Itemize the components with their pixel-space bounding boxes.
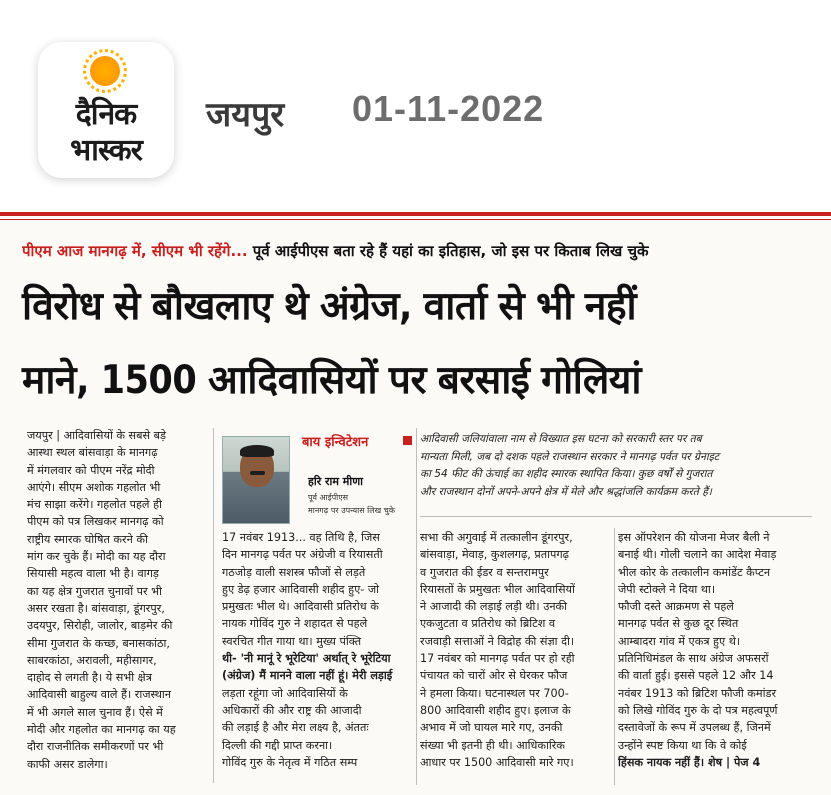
dainik-bhaskar-logo bbox=[38, 42, 174, 178]
column-line: की वार्ता हुई। इससे पहले 12 और 14 bbox=[618, 669, 774, 683]
byline-tag: बाय इन्विटेशन bbox=[302, 435, 369, 450]
author-role: पूर्व आईपीएस bbox=[308, 493, 349, 502]
headline-line-1: विरोध से बौखलाए थे अंग्रेज, वार्ता से भी नहीं bbox=[22, 284, 637, 329]
logo-text-line1: दैनिक bbox=[75, 97, 137, 132]
column-line: सीमा गुजरात के कच्छ, बनासकांठा, bbox=[27, 636, 170, 650]
column-line: का यह क्षेत्र गुजरात चुनावों पर भी bbox=[27, 584, 162, 598]
article-column-1 bbox=[27, 427, 207, 785]
column-line: फौजी दस्ते आक्रमण से पहले bbox=[618, 600, 734, 614]
article-column-3 bbox=[420, 529, 610, 785]
column-line: मानगढ़ पर्वत से कुछ दूर स्थित bbox=[618, 617, 739, 631]
column-line: नवंबर 1913 को ब्रिटिश फौजी कमांडर bbox=[618, 686, 777, 700]
column-line: मांग कर चुके हैं। मोदी का यह दौरा bbox=[27, 550, 166, 564]
column-line: अधिकारों की और राष्ट्र की आजादी bbox=[222, 703, 362, 717]
column-line: मंच साझा करेंगे। गहलोत पहले ही bbox=[27, 498, 162, 512]
article-column-2 bbox=[222, 529, 414, 785]
column-line: 17 नवंबर 1913... वह तिथि है, जिस bbox=[222, 531, 380, 544]
column-line: रजवाड़ी सत्ताओं ने विद्रोह की संज्ञा दी। bbox=[420, 634, 575, 648]
author-credential: मानगढ़ पर उपन्यास लिख चुके bbox=[308, 506, 395, 515]
column-line: ने आजादी की लड़ाई लड़ी थी। उनकी bbox=[420, 600, 568, 614]
italic-line: और राजस्थान दोनों अपने-अपने क्षेत्र में मेले और श्रद्धांजलि कार्यक्रम करते हैं। bbox=[420, 485, 712, 498]
column-line: नायक गोविंद गुरु ने शहादत से पहले bbox=[222, 617, 368, 631]
column-line: मोदी और गहलोत का मानगढ़ का यह bbox=[27, 723, 176, 737]
column-line: प्रतिनिधिमंडल के साथ अंग्रेज अफसरों bbox=[618, 652, 769, 666]
column-line: दिल्ली की गद्दी प्राप्त करना। bbox=[222, 738, 333, 752]
italic-divider bbox=[420, 516, 812, 517]
italic-line: मान्यता मिली, जब दो दशक पहले राजस्थान सरकार ने मानगढ़ पर्वत पर ग्रेनाइट bbox=[420, 450, 720, 463]
column-line: संख्या भी इतनी ही थी। आधिकारिक bbox=[420, 738, 565, 752]
kicker-red-text: पीएम आज मानगढ़ में, सीएम भी रहेंगे... bbox=[22, 242, 248, 260]
continued-on-page: हिंसक नायक नहीं हैं। शेष | पेज 4 bbox=[618, 755, 761, 769]
column-line: गठजोड़ वाली सशस्त्र फौजों से लड़ते bbox=[222, 565, 366, 579]
author-photo bbox=[222, 436, 290, 524]
column-line: गोविंद गुरु के नेतृत्व में गठित सम्प bbox=[222, 755, 358, 769]
column-line: काफी असर डालेगा। bbox=[27, 757, 108, 771]
article-column-4 bbox=[618, 529, 814, 785]
column-divider bbox=[213, 428, 214, 783]
column-line: की लड़ाई है और मेरा लक्ष्य है, अंततः bbox=[222, 721, 369, 735]
column-line: हुए डेढ़ हजार आदिवासी शहीद हुए- जो bbox=[222, 582, 380, 596]
column-divider bbox=[416, 428, 417, 785]
column-line: में भी अगले साल चुनाव हैं। ऐसे में bbox=[27, 705, 163, 719]
author-mustache bbox=[250, 471, 265, 475]
column-line: आएंगे। सीएम अशोक गहलोत भी bbox=[27, 480, 161, 494]
column-line: उदयपुर, सिरोही, जालोर, बाड़मेर की bbox=[27, 619, 173, 633]
italic-summary bbox=[420, 431, 812, 501]
red-divider bbox=[0, 212, 831, 216]
sun-icon bbox=[90, 56, 120, 86]
column-line: (अंग्रेज) मैं मानने वाला नहीं हूं। मेरी लड़ाई bbox=[222, 669, 393, 683]
column-line: उन्होंने स्पष्ट किया था कि वे कोई bbox=[618, 738, 747, 752]
column-line: पंचायत को चारों ओर से घेरकर फौज bbox=[420, 669, 568, 683]
column-line: 17 नवंबर को मानगढ़ पर्वत पर हो रही bbox=[420, 652, 575, 666]
column-line: राष्ट्रीय स्मारक घोषित करने की bbox=[27, 532, 148, 546]
italic-line: आदिवासी जलियांवाला नाम से विख्यात इस घटना को सरकारी स्तर पर तब bbox=[420, 433, 702, 445]
column-line: थी- 'नी मानूं रे भूरेटिया' अर्थात् रे भूरेटिया bbox=[222, 652, 391, 666]
column-line: जेपी स्टोक्ले ने दिया था। bbox=[618, 582, 716, 596]
column-line: प्रमुखतः भील थे। आदिवासी प्रतिरोध के bbox=[222, 600, 379, 614]
column-line: को लिखे गोविंद गुरु के दो पत्र महत्वपूर्ण bbox=[618, 703, 778, 717]
kicker-black-text: पूर्व आईपीएस बता रहे हैं यहां का इतिहास, जो इस पर किताब लिख चुके bbox=[252, 242, 649, 260]
column-line: सभा की अगुवाई में तत्कालीन डूंगरपुर, bbox=[420, 531, 573, 544]
column-line: अभाव में जो घायल मारे गए, उनकी bbox=[420, 721, 563, 735]
column-divider bbox=[614, 528, 615, 785]
column-line: आस्था स्थल बांसवाड़ा के मानगढ़ bbox=[27, 446, 158, 460]
column-line: आधार पर 1500 आदिवासी मारे गए। bbox=[420, 755, 574, 769]
edition-city: जयपुर bbox=[206, 95, 285, 135]
column-line: आम्बादरा गांव में एकत्र हुए थे। bbox=[618, 634, 741, 648]
column-line: साबरकांठा, अरावली, महीसागर, bbox=[27, 653, 157, 667]
headline-line-2: माने, 1500 आदिवासियों पर बरसाई गोलियां bbox=[22, 358, 641, 403]
thin-red-divider bbox=[0, 219, 831, 220]
column-line: लड़ता रहूंगा जो आदिवासियों के bbox=[222, 686, 348, 700]
edition-date: 01-11-2022 bbox=[352, 88, 545, 129]
column-line: सियासी महत्व वाला भी है। वागड़ bbox=[27, 567, 159, 581]
column-line: ने हमला किया। घटनास्थल पर 700- bbox=[420, 686, 569, 700]
column-line: जयपुर | आदिवासियों के सबसे बड़े bbox=[27, 429, 166, 442]
byline-tag-square-icon bbox=[403, 436, 412, 445]
author-name: हरि राम मीणा bbox=[308, 475, 364, 488]
author-hair bbox=[240, 445, 274, 457]
column-line: स्वरचित गीत गाया था। मुख्य पंक्ति bbox=[222, 634, 362, 648]
column-line: व गुजरात की ईडर व सन्तरामपुर bbox=[420, 565, 549, 579]
column-line: दौरा राजनीतिक समीकरणों पर भी bbox=[27, 740, 164, 754]
column-line: दाहोद से लगती है। ये सभी क्षेत्र bbox=[27, 671, 152, 685]
column-line: बनाई थी। गोली चलाने का आदेश मेवाड़ bbox=[618, 548, 777, 562]
column-line: भील कोर के तत्कालीन कमांडेंट कैप्टन bbox=[618, 565, 771, 579]
column-line: 800 आदिवासी शहीद हुए। इलाज के bbox=[420, 703, 571, 717]
page-header bbox=[0, 0, 831, 212]
column-line: बांसवाड़ा, मेवाड़, कुशलगढ़, प्रतापगढ़ bbox=[420, 548, 569, 562]
column-line: दिन मानगढ़ पर्वत पर अंग्रेजी व रियासती bbox=[222, 548, 383, 562]
column-line: एकजुटता व प्रतिरोध को ब्रिटिश व bbox=[420, 617, 556, 631]
column-line: में मंगलवार को पीएम नरेंद्र मोदी bbox=[27, 463, 155, 477]
column-line: पीएम को पत्र लिखकर मानगढ़ को bbox=[27, 515, 164, 529]
column-line: आदिवासी बाहुल्य वाले हैं। राजस्थान bbox=[27, 688, 171, 702]
logo-text-line2: भास्कर bbox=[70, 133, 142, 168]
byline-box bbox=[220, 430, 416, 526]
column-line: रियासतों के प्रमुखतः भील आदिवासियों bbox=[420, 582, 575, 596]
column-line: इस ऑपरेशन की योजना मेजर बैली ने bbox=[618, 531, 770, 544]
italic-line: का 54 फीट की ऊंचाई का शहीद स्मारक स्थापित किया। कुछ वर्षों से गुजरात bbox=[420, 468, 713, 481]
column-line: दस्तावेजों के रूप में उपलब्ध हैं, जिनमें bbox=[618, 721, 771, 735]
column-line: असर रखता है। बांसवाड़ा, डूंगरपुर, bbox=[27, 601, 165, 615]
article-kicker bbox=[22, 241, 812, 261]
